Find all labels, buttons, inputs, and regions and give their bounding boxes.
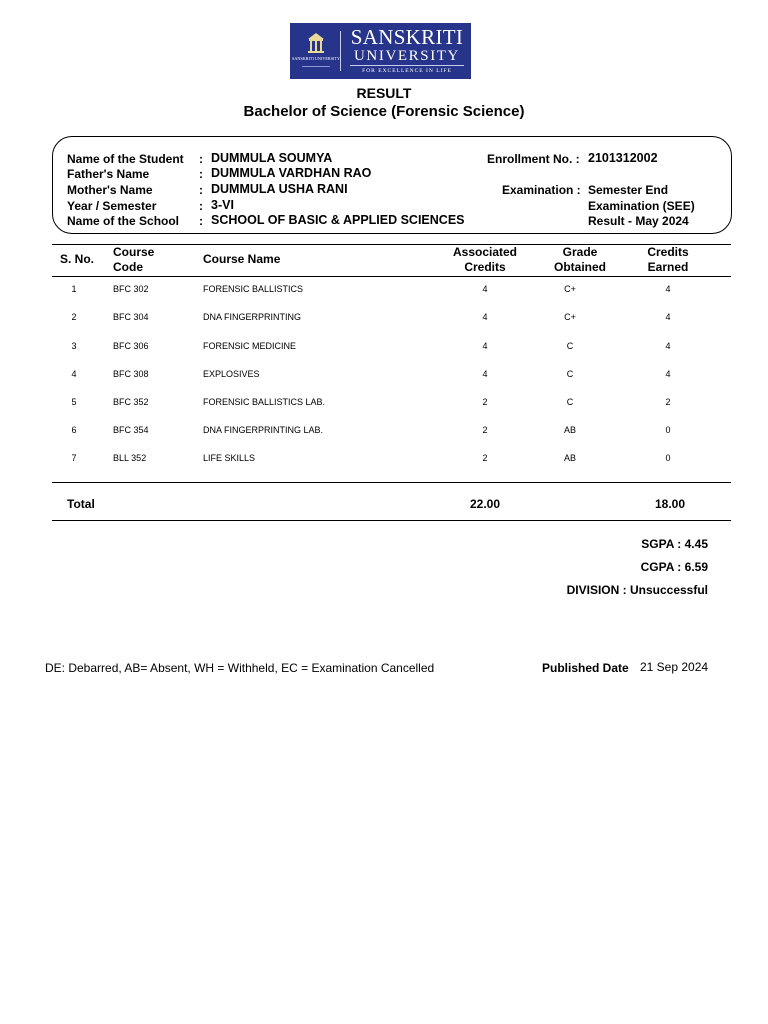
row-grade: AB [563, 453, 576, 463]
header-course-code-line2: Code [113, 260, 143, 274]
total-label: Total [67, 497, 95, 511]
cgpa-value: CGPA : 6.59 [640, 560, 708, 574]
svg-text:SANSKRITI UNIVERSITY: SANSKRITI UNIVERSITY [291, 56, 341, 61]
mother-name-label: Mother's Name [67, 183, 153, 197]
row-sno: 2 [71, 312, 77, 322]
school-name-value: SCHOOL OF BASIC & APPLIED SCIENCES [211, 213, 465, 227]
father-name-label: Father's Name [67, 167, 150, 181]
row-sno: 6 [71, 425, 77, 435]
row-credits: 2 [482, 397, 488, 407]
result-session: Result - May 2024 [588, 214, 689, 228]
row-earned: 2 [665, 397, 671, 407]
row-credits: 4 [482, 312, 488, 322]
father-name-value: DUMMULA VARDHAN RAO [211, 166, 372, 180]
colon: : [199, 199, 203, 213]
row-sno: 4 [71, 369, 77, 379]
colon: : [199, 167, 203, 181]
row-grade: C+ [564, 312, 576, 322]
row-sno: 5 [71, 397, 77, 407]
header-course-code [113, 245, 154, 275]
row-credits: 4 [482, 284, 488, 294]
row-credits: 2 [482, 453, 488, 463]
total-top-rule [52, 482, 731, 483]
total-associated-credits: 22.00 [469, 497, 501, 511]
enrollment-value: 2101312002 [588, 151, 658, 165]
header-grade-line1: Grade [562, 245, 598, 259]
examination-line2: Examination (SEE) [588, 199, 695, 213]
row-credits: 2 [482, 425, 488, 435]
sgpa-value: SGPA : 4.45 [641, 537, 708, 551]
student-name-value: DUMMULA SOUMYA [211, 151, 333, 165]
logo-name-line2: UNIVERSITY [354, 48, 460, 64]
colon: : [199, 214, 203, 228]
row-grade: AB [563, 425, 576, 435]
row-code: BFC 306 [113, 341, 149, 351]
row-grade: C [566, 397, 574, 407]
enrollment-label: Enrollment No. : [487, 152, 580, 166]
row-code: BFC 308 [113, 369, 149, 379]
row-grade: C [566, 341, 574, 351]
row-course-name: FORENSIC BALLISTICS LAB. [203, 397, 326, 407]
row-credits: 4 [482, 369, 488, 379]
school-name-label: Name of the School [67, 214, 180, 228]
year-semester-value: 3-VI [211, 198, 234, 212]
row-course-name: FORENSIC MEDICINE [203, 341, 297, 351]
row-sno: 1 [71, 284, 77, 294]
table-header-rule [52, 276, 731, 277]
published-date-value: 21 Sep 2024 [640, 660, 709, 674]
program-title: Bachelor of Science (Forensic Science) [243, 103, 525, 120]
row-earned: 4 [665, 284, 671, 294]
examination-label: Examination : [502, 183, 581, 197]
header-credits-earned [628, 245, 708, 275]
examination-line1: Semester End [588, 183, 669, 197]
row-grade: C [566, 369, 574, 379]
grade-legend: DE: Debarred, AB= Absent, WH = Withheld, EC = Examination Cancelled [45, 661, 435, 675]
colon: : [199, 152, 203, 166]
row-course-name: LIFE SKILLS [203, 453, 256, 463]
row-course-name: DNA FINGERPRINTING LAB. [203, 425, 324, 435]
student-name-label: Name of the Student [67, 152, 184, 166]
header-sno: S. No. [60, 252, 95, 266]
published-date-label: Published Date [542, 661, 629, 675]
row-code: BLL 352 [113, 453, 147, 463]
row-earned: 4 [665, 312, 671, 322]
mother-name-value: DUMMULA USHA RANI [211, 182, 348, 196]
row-earned: 0 [665, 425, 671, 435]
header-grade-obtained [540, 245, 620, 275]
row-credits: 4 [482, 341, 488, 351]
header-earned-line2: Earned [647, 260, 689, 274]
row-grade: C+ [564, 284, 576, 294]
university-logo [290, 23, 471, 79]
header-associated-credits [440, 245, 530, 275]
document-title: RESULT [356, 85, 412, 101]
row-code: BFC 302 [113, 284, 149, 294]
row-earned: 0 [665, 453, 671, 463]
row-code: BFC 354 [113, 425, 149, 435]
row-code: BFC 352 [113, 397, 149, 407]
row-earned: 4 [665, 369, 671, 379]
header-earned-line1: Credits [647, 245, 689, 259]
row-course-name: DNA FINGERPRINTING [203, 312, 302, 322]
row-sno: 3 [71, 341, 77, 351]
total-bottom-rule [52, 520, 731, 521]
year-semester-label: Year / Semester [67, 199, 157, 213]
university-emblem-icon [291, 29, 341, 73]
colon: : [199, 183, 203, 197]
header-associated-line1: Associated [452, 245, 518, 259]
row-earned: 4 [665, 341, 671, 351]
division-value: DIVISION : Unsuccessful [566, 583, 708, 597]
row-course-name: FORENSIC BALLISTICS [203, 284, 304, 294]
row-course-name: EXPLOSIVES [203, 369, 260, 379]
header-course-name: Course Name [203, 252, 281, 266]
logo-tagline: FOR EXCELLENCE IN LIFE [362, 68, 452, 74]
logo-name-line1: SANSKRITI [350, 25, 464, 49]
row-sno: 7 [71, 453, 77, 463]
header-course-code-line1: Course [113, 245, 155, 259]
header-grade-line2: Obtained [553, 260, 606, 274]
total-credits-earned: 18.00 [654, 497, 686, 511]
row-code: BFC 304 [113, 312, 149, 322]
header-associated-line2: Credits [464, 260, 506, 274]
